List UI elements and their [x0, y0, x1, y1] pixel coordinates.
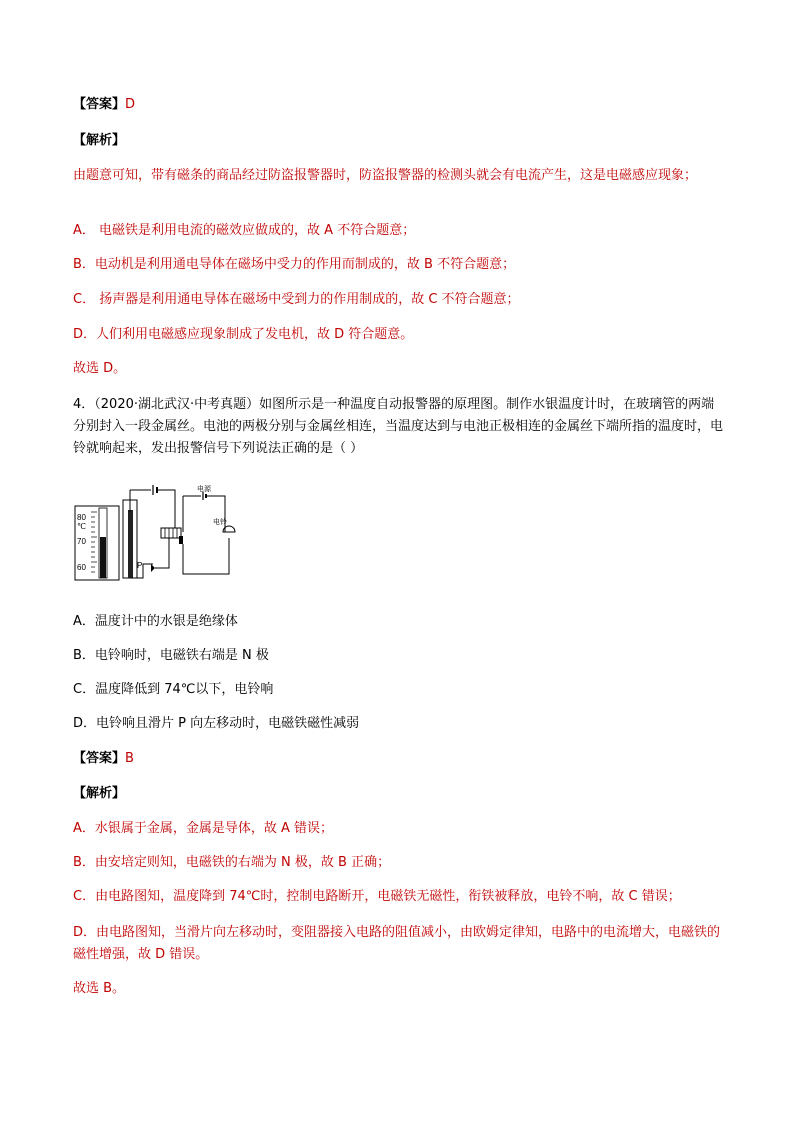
power-wire-right: [206, 496, 225, 532]
option-prefix: A．: [73, 223, 95, 238]
answer-tag: 【答案】: [73, 751, 126, 766]
tick-label-unit: ℃: [77, 522, 86, 531]
answer-line: [73, 94, 723, 116]
answer-value: D: [125, 97, 136, 112]
slider-label: P: [137, 561, 143, 570]
choice-a: A．温度计中的水银是绝缘体: [73, 614, 238, 629]
option-text: 电动机是利用通电导体在磁场中受力的作用而制成的，故 B 不符合题意；: [94, 257, 516, 272]
option-prefix: C．: [73, 292, 96, 307]
analysis-option-d: [73, 324, 723, 346]
bell-label: 电铃: [213, 519, 227, 526]
choice-b: B．电铃响时，电磁铁右端是 N 极: [73, 648, 269, 663]
tick-label-80: 80: [77, 513, 86, 522]
scale-ticks: [91, 512, 97, 572]
analysis-line-a: A．水银属于金属，金属是导体，故 A 错误；: [73, 821, 334, 836]
answer-tag: 【答案】: [73, 97, 126, 112]
analysis-heading-q4: 【解析】: [73, 786, 126, 801]
conclusion: 故选 D。: [73, 361, 127, 376]
choice-c: C．温度降低到 74℃以下，电铃响: [73, 682, 274, 697]
option-prefix: B．: [73, 257, 95, 272]
option-prefix: D．: [73, 327, 97, 342]
slider-arrow: [151, 564, 155, 572]
wire-battery-right: [157, 490, 175, 532]
question-stem: 4．（2020·湖北武汉·中考真题）如图所示是一种温度自动报警器的原理图。制作水银温度计时，在玻璃管的两端分别封入一段金属丝。电池的两极分别与金属丝相连，当温度达到与电池正极相连的金属丝下端所指的温度时，电铃就响起来，发出报警信号下列说法正确的是（ ）: [73, 397, 724, 456]
answer-value: B: [125, 751, 134, 766]
tick-label-60: 60: [77, 563, 86, 572]
analysis-option-b: [73, 254, 723, 276]
choice-d: D．电铃响且滑片 P 向左移动时，电磁铁磁性减弱: [73, 716, 360, 731]
mercury-column: [100, 537, 106, 578]
option-text: 人们利用电磁感应现象制成了发电机，故 D 符合题意。: [96, 327, 414, 342]
holder-mercury: [128, 510, 133, 578]
tick-label-70: 70: [77, 537, 86, 546]
option-text: 扬声器是利用通电导体在磁场中受到力的作用制成的，故 C 不符合题意；: [95, 292, 520, 307]
power-label: 电源: [197, 486, 211, 493]
analysis-intro: 由题意可知，带有磁条的商品经过防盗报警器时，防盗报警器的检测头就会有电流产生，这是电磁感应现象；: [73, 168, 698, 183]
answer-line-q4: [73, 748, 723, 770]
wire-to-coil: [155, 538, 169, 568]
analysis-line-c: C．由电路图知，温度降到 74℃时，控制电路断开，电磁铁无磁性，衔铁被释放，电铃不响，故 C 错误；: [73, 889, 681, 904]
option-text: 电磁铁是利用电流的磁效应做成的，故 A 不符合题意；: [94, 223, 416, 238]
bell-return-wire: [183, 538, 229, 574]
analysis-option-a: [73, 220, 723, 242]
alarm-circuit-diagram: [73, 482, 243, 582]
armature: [179, 536, 183, 544]
analysis-line-b: B．由安培定则知，电磁铁的右端为 N 极，故 B 正确；: [73, 855, 391, 870]
conclusion-q4: 故选 B。: [73, 981, 126, 996]
electromagnet-coil: [161, 528, 181, 538]
analysis-option-c: [73, 289, 723, 311]
analysis-heading: 【解析】: [73, 133, 126, 148]
analysis-line-d: D．由电路图知，当滑片向左移动时，变阻器接入电路的阻值减小，由欧姆定律知，电路中的电流增大，电磁铁的磁性增强，故 D 错误。: [73, 925, 721, 962]
